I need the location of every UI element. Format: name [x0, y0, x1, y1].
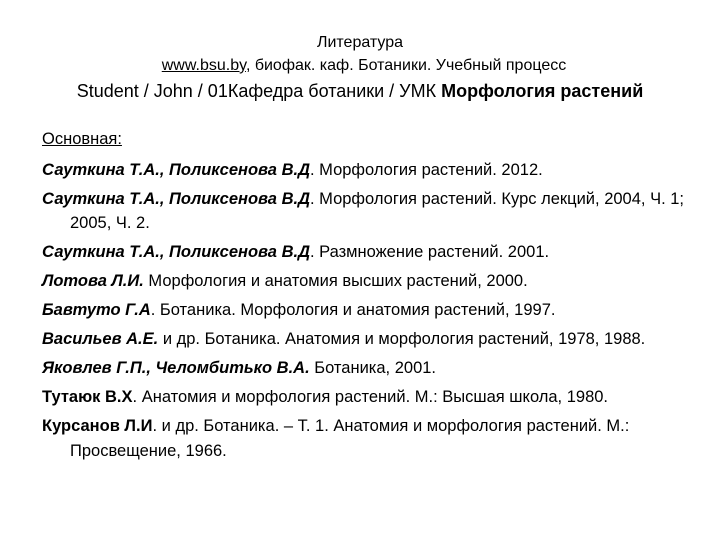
course-path-text: Student / John / 01Кафедра ботаники / УМК — [76, 81, 442, 101]
reference-text: . Морфология растений. Курс лекций, 2004, Ч. 1; 2005, Ч. 2. — [70, 189, 684, 232]
source-text: , биофак. каф. Ботаники. Учебный процесс — [245, 57, 567, 74]
reference-author: Сауткина Т.А., Поликсенова В.Д — [42, 189, 310, 208]
reference-text: . Морфология растений. 2012. — [309, 160, 543, 179]
source-line — [0, 56, 720, 76]
reference-author: Сауткина Т.А., Поликсенова В.Д — [42, 243, 310, 261]
reference-author: Лотова Л.И. — [42, 272, 144, 290]
reference-item — [42, 298, 692, 323]
reference-item — [42, 187, 692, 236]
course-path — [0, 79, 720, 103]
reference-text: . и др. Ботаника. – Т. 1. Анатомия и морфология растений. М.: Просвещение, 1966. — [70, 417, 630, 460]
reference-item — [42, 240, 692, 265]
reference-text: и др. Ботаника. Анатомия и морфология растений, 1978, 1988. — [158, 330, 646, 348]
reference-text: . Размножение растений. 2001. — [309, 243, 550, 261]
reference-list — [42, 127, 692, 468]
reference-text: . Ботаника. Морфология и анатомия растений, 1997. — [150, 301, 556, 319]
reference-author: Курсанов Л.И — [42, 417, 153, 435]
reference-author: Васильев А.Е. — [42, 330, 159, 348]
section-heading: Основная: — [42, 130, 122, 148]
reference-item — [42, 158, 692, 183]
reference-text: Ботаника, 2001. — [309, 359, 437, 377]
source-link[interactable]: www.bsu.by — [161, 57, 246, 74]
reference-author: Сауткина Т.А., Поликсенова В.Д — [42, 160, 310, 179]
course-name: Морфология растений — [441, 81, 644, 101]
reference-item — [42, 385, 692, 410]
reference-author: Тутаюк В.Х — [42, 388, 133, 406]
reference-author: Яковлев Г.П., Челомбитько В.А. — [42, 359, 310, 377]
reference-text: . Анатомия и морфология растений. М.: Высшая школа, 1980. — [132, 388, 609, 406]
reference-text: Морфология и анатомия высших растений, 2000. — [143, 272, 528, 290]
page-title: Литература — [316, 34, 404, 51]
reference-author: Бавтуто Г.А — [42, 301, 151, 319]
reference-item — [42, 269, 692, 294]
reference-item — [42, 414, 692, 463]
reference-item — [42, 356, 692, 381]
reference-item — [42, 327, 692, 352]
